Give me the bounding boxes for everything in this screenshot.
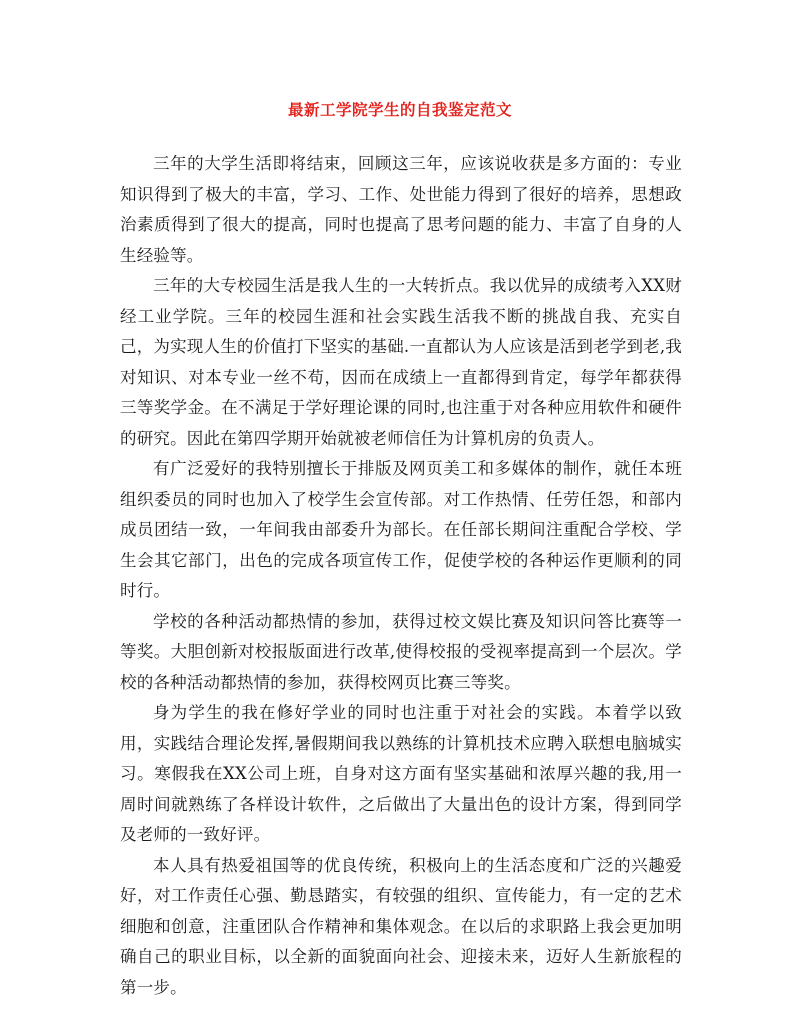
document-title: 最新工学院学生的自我鉴定范文 [287,101,512,119]
paragraph-5: 身为学生的我在修好学业的同时也注重于对社会的实践。本着学以致用，实践结合理论发挥,暑假期间我以熟练的计算机技术应聘入联想电脑城实习。寒假我在XX公司上班，自身对这方面有坚实基础和浓厚兴趣的我,用一周时间就熟练了各样设计软件，之后做出了大量出色的设计方案，得到同学及老师的一致好评。 [120,703,682,844]
paragraph-2: 三年的大专校园生活是我人生的一大转折点。我以优异的成绩考入XX财经工业学院。三年的校园生涯和社会实践生活我不断的挑战自我、充实自己，为实现人生的价值打下坚实的基础.一直都认为人应该是活到老学到老,我对知识、对本专业一丝不苟，因而在成绩上一直都得到肯定，每学年都获得三等奖学金。在不满足于学好理论课的同时,也注重于对各种应用软件和硬件的研究。因此在第四学期开始就被老师信任为计算机房的负责人。 [120,276,682,448]
document-body [120,149,682,1003]
paragraph-6: 本人具有热爱祖国等的优良传统，积极向上的生活态度和广泛的兴趣爱好，对工作责任心强、勤恳踏实，有较强的组织、宣传能力，有一定的艺术细胞和创意，注重团队合作精神和集体观念。在以后的求职路上我会更加明确自己的职业目标，以全新的面貌面向社会、迎接未来，迈好人生新旅程的第一步。 [120,855,682,997]
paragraph-3: 有广泛爱好的我特别擅长于排版及网页美工和多媒体的制作，就任本班组织委员的同时也加入了校学生会宣传部。对工作热情、任劳任怨，和部内成员团结一致，一年间我由部委升为部长。在任部长期间注重配合学校、学生会其它部门，出色的完成各项宣传工作，促使学校的各种运作更顺利的同时行。 [120,459,682,600]
paragraph-4: 学校的各种活动都热情的参加，获得过校文娱比赛及知识问答比赛等一等奖。大胆创新对校报版面进行改革,使得校报的受视率提高到一个层次。学校的各种活动都热情的参加，获得校网页比赛三等奖。 [120,611,682,692]
paragraph-1: 三年的大学生活即将结束，回顾这三年，应该说收获是多方面的：专业知识得到了极大的丰富，学习、工作、处世能力得到了很好的培养，思想政治素质得到了很大的提高，同时也提高了思考问题的能力、丰富了自身的人生经验等。 [120,154,682,265]
